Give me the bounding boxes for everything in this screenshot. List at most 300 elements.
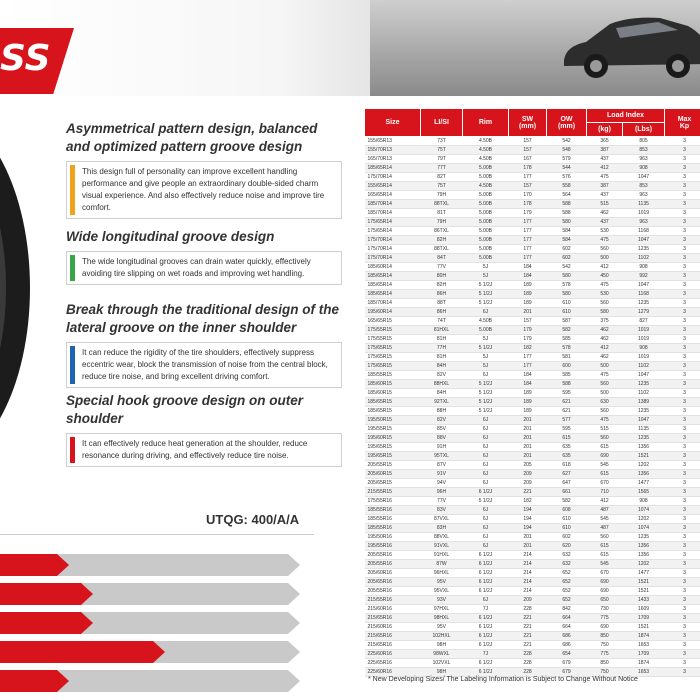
table-cell: 97HXL bbox=[421, 605, 463, 614]
table-cell: 853 bbox=[623, 182, 665, 191]
table-row bbox=[365, 488, 700, 497]
table-cell: 1047 bbox=[623, 173, 665, 182]
feature-asymmetric bbox=[66, 120, 342, 219]
table-cell: 1168 bbox=[623, 227, 665, 236]
table-cell: 3 bbox=[665, 470, 700, 479]
table-cell: 3 bbox=[665, 344, 700, 353]
table-cell: 664 bbox=[547, 623, 587, 632]
table-cell: 584 bbox=[547, 227, 587, 236]
table-cell: 195/60R14 bbox=[365, 308, 421, 317]
table-cell: 1279 bbox=[623, 308, 665, 317]
table-cell: 205/55R16 bbox=[365, 551, 421, 560]
table-cell: 201 bbox=[509, 308, 547, 317]
table-cell: 6 1/2J bbox=[463, 560, 509, 569]
table-cell: 98WXL bbox=[421, 650, 463, 659]
table-cell: 5 1/2J bbox=[463, 380, 509, 389]
table-cell: 74T bbox=[421, 317, 463, 326]
table-cell: 3 bbox=[665, 155, 700, 164]
table-row bbox=[365, 191, 700, 200]
table-cell: 179 bbox=[509, 335, 547, 344]
header-lbs: (Lbs) bbox=[623, 123, 665, 137]
header-banner bbox=[0, 0, 700, 96]
table-cell: 412 bbox=[587, 263, 623, 272]
table-cell: 6 1/2J bbox=[463, 623, 509, 632]
table-cell: 615 bbox=[587, 551, 623, 560]
table-cell: 1521 bbox=[623, 452, 665, 461]
table-row bbox=[365, 614, 700, 623]
table-row bbox=[365, 272, 700, 281]
table-cell: 500 bbox=[587, 254, 623, 263]
table-cell: 165/65R15 bbox=[365, 317, 421, 326]
table-cell: 167 bbox=[509, 155, 547, 164]
header-ow-label: OW bbox=[560, 115, 573, 123]
table-cell: 963 bbox=[623, 218, 665, 227]
table-cell: 3 bbox=[665, 569, 700, 578]
header-load: Load Index bbox=[587, 109, 665, 123]
feature-accent bbox=[70, 346, 75, 384]
table-cell: 6J bbox=[463, 452, 509, 461]
table-cell: 88TXL bbox=[421, 245, 463, 254]
table-cell: 615 bbox=[547, 434, 587, 443]
header-sw bbox=[509, 109, 547, 137]
table-cell: 5.00B bbox=[463, 218, 509, 227]
table-cell: 1709 bbox=[623, 614, 665, 623]
table-cell: 3 bbox=[665, 353, 700, 362]
table-row bbox=[365, 227, 700, 236]
table-row bbox=[365, 182, 700, 191]
table-cell: 560 bbox=[587, 245, 623, 254]
table-cell: 3 bbox=[665, 452, 700, 461]
table-cell: 3 bbox=[665, 605, 700, 614]
table-cell: 545 bbox=[587, 560, 623, 569]
table-cell: 1019 bbox=[623, 209, 665, 218]
table-cell: 165/65R14 bbox=[365, 191, 421, 200]
table-cell: 963 bbox=[623, 191, 665, 200]
table-cell: 587 bbox=[547, 317, 587, 326]
table-cell: 6 1/2J bbox=[463, 569, 509, 578]
table-cell: 201 bbox=[509, 452, 547, 461]
table-cell: 1477 bbox=[623, 569, 665, 578]
table-cell: 1202 bbox=[623, 560, 665, 569]
table-cell: 3 bbox=[665, 245, 700, 254]
table-cell: 710 bbox=[587, 488, 623, 497]
table-cell: 632 bbox=[547, 551, 587, 560]
table-cell: 3 bbox=[665, 632, 700, 641]
table-cell: 185/55R16 bbox=[365, 524, 421, 533]
table-cell: 827 bbox=[623, 317, 665, 326]
table-cell: 5.00B bbox=[463, 173, 509, 182]
table-row bbox=[365, 200, 700, 209]
table-cell: 515 bbox=[587, 425, 623, 434]
table-cell: 564 bbox=[547, 191, 587, 200]
table-cell: 201 bbox=[509, 533, 547, 542]
table-cell: 1235 bbox=[623, 245, 665, 254]
table-row bbox=[365, 344, 700, 353]
table-cell: 177 bbox=[509, 362, 547, 371]
table-cell: 5.00B bbox=[463, 209, 509, 218]
table-cell: 185/65R14 bbox=[365, 164, 421, 173]
table-cell: 88TXL bbox=[421, 200, 463, 209]
table-row bbox=[365, 569, 700, 578]
table-cell: 1019 bbox=[623, 326, 665, 335]
table-cell: 615 bbox=[587, 443, 623, 452]
table-cell: 437 bbox=[587, 155, 623, 164]
table-cell: 177 bbox=[509, 254, 547, 263]
table-cell: 1074 bbox=[623, 506, 665, 515]
table-cell: 588 bbox=[547, 209, 587, 218]
table-cell: 600 bbox=[547, 362, 587, 371]
performance-bar bbox=[0, 641, 306, 663]
table-cell: 6 1/2J bbox=[463, 668, 509, 677]
table-cell: 664 bbox=[547, 614, 587, 623]
table-cell: 88HXL bbox=[421, 380, 463, 389]
size-table bbox=[364, 108, 700, 677]
table-cell: 5J bbox=[463, 353, 509, 362]
table-cell: 94V bbox=[421, 479, 463, 488]
table-cell: 215/55R16 bbox=[365, 596, 421, 605]
table-cell: 412 bbox=[587, 164, 623, 173]
table-cell: 462 bbox=[587, 353, 623, 362]
table-cell: 81T bbox=[421, 209, 463, 218]
table-cell: 4.50B bbox=[463, 146, 509, 155]
table-cell: 670 bbox=[587, 569, 623, 578]
table-cell: 6 1/2J bbox=[463, 641, 509, 650]
table-cell: 185/60R14 bbox=[365, 263, 421, 272]
table-cell: 80H bbox=[421, 272, 463, 281]
table-cell: 3 bbox=[665, 479, 700, 488]
table-cell: 1356 bbox=[623, 443, 665, 452]
table-row bbox=[365, 515, 700, 524]
table-cell: 437 bbox=[587, 218, 623, 227]
table-cell: 412 bbox=[587, 497, 623, 506]
table-cell: 1202 bbox=[623, 461, 665, 470]
table-cell: 189 bbox=[509, 299, 547, 308]
table-cell: 75T bbox=[421, 182, 463, 191]
table-cell: 462 bbox=[587, 326, 623, 335]
table-cell: 182 bbox=[509, 497, 547, 506]
table-cell: 3 bbox=[665, 614, 700, 623]
table-cell: 602 bbox=[547, 533, 587, 542]
table-row bbox=[365, 371, 700, 380]
table-cell: 88H bbox=[421, 407, 463, 416]
table-cell: 3 bbox=[665, 236, 700, 245]
table-cell: 83V bbox=[421, 506, 463, 515]
table-cell: 4.50B bbox=[463, 137, 509, 146]
table-cell: 1356 bbox=[623, 542, 665, 551]
table-row bbox=[365, 587, 700, 596]
table-cell: 5J bbox=[463, 263, 509, 272]
table-cell: 585 bbox=[547, 371, 587, 380]
table-cell: 177 bbox=[509, 245, 547, 254]
table-cell: 3 bbox=[665, 596, 700, 605]
table-cell: 1047 bbox=[623, 371, 665, 380]
header-ow-unit: (mm) bbox=[557, 122, 576, 130]
table-cell: 4.50B bbox=[463, 317, 509, 326]
table-cell: 83H bbox=[421, 524, 463, 533]
table-cell: 3 bbox=[665, 551, 700, 560]
table-row bbox=[365, 362, 700, 371]
table-cell: 88V bbox=[421, 434, 463, 443]
table-cell: 560 bbox=[587, 407, 623, 416]
table-row bbox=[365, 137, 700, 146]
table-cell: 6J bbox=[463, 461, 509, 470]
table-cell: 201 bbox=[509, 542, 547, 551]
table-cell: 542 bbox=[547, 137, 587, 146]
table-cell: 582 bbox=[547, 497, 587, 506]
table-cell: 95TXL bbox=[421, 452, 463, 461]
table-cell: 205/60R15 bbox=[365, 470, 421, 479]
table-cell: 91V bbox=[421, 470, 463, 479]
table-cell: 205/55R16 bbox=[365, 560, 421, 569]
table-cell: 185/65R14 bbox=[365, 281, 421, 290]
table-cell: 5.00B bbox=[463, 164, 509, 173]
table-cell: 387 bbox=[587, 182, 623, 191]
table-cell: 6 1/2J bbox=[463, 659, 509, 668]
table-cell: 221 bbox=[509, 488, 547, 497]
table-row bbox=[365, 623, 700, 632]
table-cell: 5 1/2J bbox=[463, 389, 509, 398]
table-cell: 3 bbox=[665, 200, 700, 209]
table-cell: 621 bbox=[547, 407, 587, 416]
table-row bbox=[365, 641, 700, 650]
table-cell: 98HXL bbox=[421, 614, 463, 623]
feature-text: It can effectively reduce heat generation at the shoulder, reduce resonance during driving, and effectively reduce tire noise. bbox=[82, 439, 308, 460]
table-cell: 595 bbox=[547, 425, 587, 434]
table-row bbox=[365, 245, 700, 254]
table-cell: 602 bbox=[547, 245, 587, 254]
table-row bbox=[365, 659, 700, 668]
table-cell: 177 bbox=[509, 353, 547, 362]
table-cell: 3 bbox=[665, 443, 700, 452]
table-cell: 1565 bbox=[623, 488, 665, 497]
table-cell: 560 bbox=[587, 533, 623, 542]
table-cell: 1609 bbox=[623, 605, 665, 614]
table-cell: 5 1/2J bbox=[463, 497, 509, 506]
table-cell: 1235 bbox=[623, 407, 665, 416]
header-kg: (kg) bbox=[587, 123, 623, 137]
table-cell: 82H bbox=[421, 236, 463, 245]
table-cell: 578 bbox=[547, 344, 587, 353]
table-cell: 515 bbox=[587, 200, 623, 209]
feature-text: This design full of personality can improve excellent handling performance and give people an extraordinary double-sided charm visual experience. And also effectively reduce noise and improve tire comfort. bbox=[82, 167, 325, 212]
table-cell: 205/65R16 bbox=[365, 578, 421, 587]
table-row bbox=[365, 407, 700, 416]
table-cell: 79H bbox=[421, 191, 463, 200]
table-row bbox=[365, 560, 700, 569]
table-cell: 850 bbox=[587, 659, 623, 668]
feature-wide-groove bbox=[66, 228, 342, 285]
table-row bbox=[365, 236, 700, 245]
feature-title: Break through the traditional design of the lateral groove on the inner shoulder bbox=[66, 302, 340, 335]
table-cell: 6J bbox=[463, 443, 509, 452]
table-cell: 195/50R16 bbox=[365, 533, 421, 542]
table-cell: 475 bbox=[587, 416, 623, 425]
table-cell: 3 bbox=[665, 191, 700, 200]
feature-accent bbox=[70, 165, 75, 215]
table-cell: 584 bbox=[547, 236, 587, 245]
table-cell: 3 bbox=[665, 362, 700, 371]
table-cell: 686 bbox=[547, 641, 587, 650]
table-cell: 214 bbox=[509, 569, 547, 578]
table-cell: 544 bbox=[547, 164, 587, 173]
table-cell: 1235 bbox=[623, 434, 665, 443]
table-cell: 3 bbox=[665, 182, 700, 191]
table-cell: 215/65R16 bbox=[365, 641, 421, 650]
table-row bbox=[365, 281, 700, 290]
table-cell: 610 bbox=[547, 515, 587, 524]
table-cell: 194 bbox=[509, 524, 547, 533]
table-cell: 175/65R15 bbox=[365, 344, 421, 353]
table-cell: 3 bbox=[665, 587, 700, 596]
table-cell: 635 bbox=[547, 443, 587, 452]
table-row bbox=[365, 146, 700, 155]
table-cell: 5J bbox=[463, 272, 509, 281]
table-cell: 184 bbox=[509, 272, 547, 281]
table-cell: 1433 bbox=[623, 596, 665, 605]
table-cell: 82H bbox=[421, 281, 463, 290]
table-cell: 4.50B bbox=[463, 182, 509, 191]
table-cell: 437 bbox=[587, 191, 623, 200]
header-sw-label: SW bbox=[521, 115, 534, 123]
table-cell: 1653 bbox=[623, 641, 665, 650]
table-cell: 686 bbox=[547, 632, 587, 641]
table-cell: 175/70R14 bbox=[365, 173, 421, 182]
table-cell: 3 bbox=[665, 659, 700, 668]
table-cell: 3 bbox=[665, 308, 700, 317]
table-row bbox=[365, 542, 700, 551]
table-cell: 3 bbox=[665, 299, 700, 308]
table-cell: 195/55R16 bbox=[365, 542, 421, 551]
table-row bbox=[365, 479, 700, 488]
table-cell: 1102 bbox=[623, 254, 665, 263]
table-cell: 189 bbox=[509, 281, 547, 290]
table-cell: 84H bbox=[421, 389, 463, 398]
table-cell: 81H bbox=[421, 353, 463, 362]
table-row bbox=[365, 218, 700, 227]
table-cell: 175/70R14 bbox=[365, 254, 421, 263]
table-cell: 3 bbox=[665, 668, 700, 677]
table-cell: 610 bbox=[547, 524, 587, 533]
divider bbox=[0, 534, 314, 535]
header-max-label: Max bbox=[677, 115, 692, 123]
table-cell: 842 bbox=[547, 605, 587, 614]
table-cell: 650 bbox=[587, 596, 623, 605]
table-cell: 588 bbox=[547, 380, 587, 389]
table-cell: 775 bbox=[587, 614, 623, 623]
table-cell: 185/70R14 bbox=[365, 200, 421, 209]
table-cell: 185/65R15 bbox=[365, 398, 421, 407]
feature-lateral-groove bbox=[66, 301, 342, 388]
table-cell: 5.00B bbox=[463, 191, 509, 200]
table-cell: 85V bbox=[421, 425, 463, 434]
table-cell: 1202 bbox=[623, 515, 665, 524]
table-cell: 157 bbox=[509, 182, 547, 191]
table-cell: 228 bbox=[509, 659, 547, 668]
table-cell: 185/60R15 bbox=[365, 380, 421, 389]
table-cell: 635 bbox=[547, 452, 587, 461]
table-cell: 177 bbox=[509, 227, 547, 236]
table-cell: 195/50R15 bbox=[365, 416, 421, 425]
table-cell: 3 bbox=[665, 623, 700, 632]
table-cell: 77V bbox=[421, 497, 463, 506]
table-cell: 228 bbox=[509, 650, 547, 659]
table-cell: 1235 bbox=[623, 380, 665, 389]
table-cell: 6J bbox=[463, 308, 509, 317]
table-cell: 5J bbox=[463, 362, 509, 371]
performance-fill bbox=[0, 612, 93, 634]
table-row bbox=[365, 605, 700, 614]
table-cell: 577 bbox=[547, 416, 587, 425]
table-cell: 679 bbox=[547, 659, 587, 668]
table-cell: 91VXL bbox=[421, 542, 463, 551]
table-row bbox=[365, 290, 700, 299]
table-cell: 850 bbox=[587, 632, 623, 641]
feature-title: Wide longitudinal groove design bbox=[66, 229, 275, 244]
feature-text: It can reduce the rigidity of the tire shoulders, effectively suppress eccentric wear, block the transmission of noise from the central block, reduce tire noise, and bring excellent driving comfort. bbox=[82, 348, 328, 381]
table-cell: 1047 bbox=[623, 281, 665, 290]
table-cell: 205/60R16 bbox=[365, 569, 421, 578]
table-cell: 3 bbox=[665, 335, 700, 344]
performance-bar bbox=[0, 583, 306, 605]
table-cell: 387 bbox=[587, 146, 623, 155]
table-cell: 205 bbox=[509, 461, 547, 470]
table-cell: 560 bbox=[587, 434, 623, 443]
table-cell: 3 bbox=[665, 227, 700, 236]
feature-box bbox=[66, 251, 342, 285]
table-cell: 82V bbox=[421, 371, 463, 380]
table-cell: 500 bbox=[587, 362, 623, 371]
table-cell: 621 bbox=[547, 398, 587, 407]
table-cell: 5.00B bbox=[463, 200, 509, 209]
table-cell: 165/70R13 bbox=[365, 155, 421, 164]
table-cell: 908 bbox=[623, 164, 665, 173]
table-cell: 91HXL bbox=[421, 551, 463, 560]
table-cell: 221 bbox=[509, 623, 547, 632]
table-cell: 1356 bbox=[623, 470, 665, 479]
table-cell: 79T bbox=[421, 155, 463, 164]
table-cell: 3 bbox=[665, 434, 700, 443]
table-cell: 189 bbox=[509, 290, 547, 299]
table-row bbox=[365, 650, 700, 659]
table-row bbox=[365, 596, 700, 605]
table-cell: 184 bbox=[509, 263, 547, 272]
table-cell: 580 bbox=[547, 272, 587, 281]
table-cell: 95V bbox=[421, 623, 463, 632]
table-cell: 6J bbox=[463, 434, 509, 443]
table-cell: 102HXL bbox=[421, 632, 463, 641]
table-cell: 542 bbox=[547, 263, 587, 272]
table-cell: 221 bbox=[509, 632, 547, 641]
table-row bbox=[365, 254, 700, 263]
table-cell: 1874 bbox=[623, 632, 665, 641]
table-cell: 610 bbox=[547, 299, 587, 308]
table-cell: 3 bbox=[665, 281, 700, 290]
feature-title: Asymmetrical pattern design, balanced and optimized pattern groove design bbox=[66, 121, 318, 154]
table-cell: 155/65R14 bbox=[365, 182, 421, 191]
table-cell: 580 bbox=[547, 290, 587, 299]
table-cell: 580 bbox=[587, 308, 623, 317]
table-cell: 185/55R15 bbox=[365, 371, 421, 380]
table-cell: 730 bbox=[587, 605, 623, 614]
table-cell: 195/65R15 bbox=[365, 443, 421, 452]
table-cell: 93V bbox=[421, 596, 463, 605]
table-row bbox=[365, 551, 700, 560]
feature-text: The wide longitudinal grooves can drain water quickly, effectively avoiding tire slipping on wet roads and improving wet handling. bbox=[82, 257, 311, 278]
table-cell: 588 bbox=[547, 200, 587, 209]
table-row bbox=[365, 452, 700, 461]
table-row bbox=[365, 380, 700, 389]
table-cell: 3 bbox=[665, 650, 700, 659]
